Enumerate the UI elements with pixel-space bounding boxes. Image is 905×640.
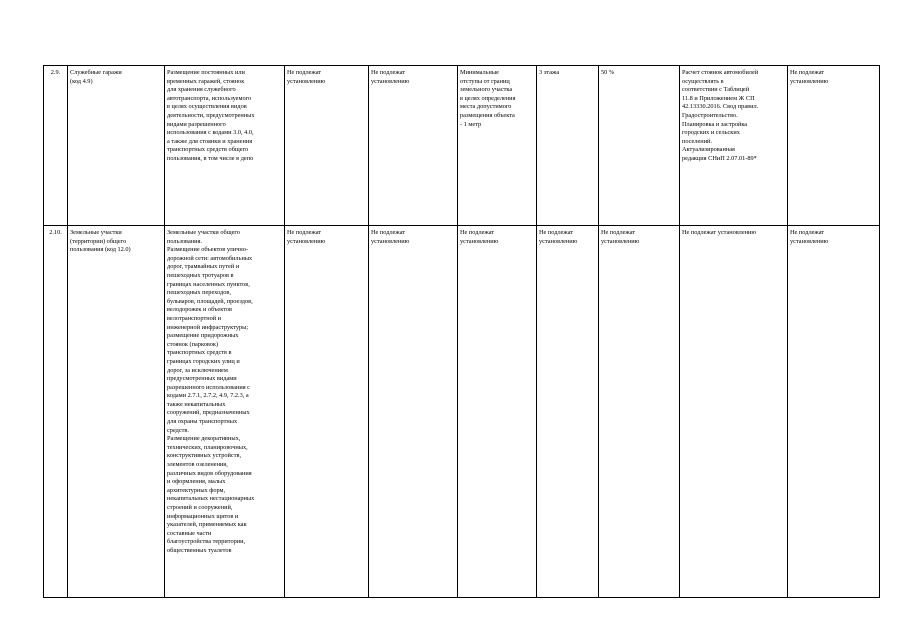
cell-text-line: общественных туалетов	[167, 546, 232, 554]
cell-text-line: временных гаражей, стоянок	[167, 77, 245, 85]
cell-text-line: пешеходных переходов,	[167, 289, 231, 297]
table-row	[44, 226, 880, 598]
row-number-cell: 2.9.	[44, 66, 68, 226]
cell-text-line: Земельные участки общего	[167, 229, 240, 236]
cell-text-line: велотранспортной и	[167, 314, 222, 322]
cell-text-line: благоустройства территории,	[167, 538, 246, 546]
cell-text-line: строений и сооружений,	[167, 504, 233, 511]
cell-text-line: Планировка и застройка	[682, 120, 748, 128]
use-description-cell	[165, 66, 285, 226]
table-row	[44, 66, 880, 226]
cell-text-line: деятельности, предусмотренных	[167, 111, 255, 119]
cell-text-line: кодами 2.7.1, 2.7.2, 4.9, 7.2.3, а	[167, 392, 249, 400]
parameter-cell	[285, 66, 369, 226]
cell-text-line: Расчет стоянок автомобилей	[682, 69, 759, 76]
cell-text-line: информационных щитов и	[167, 512, 239, 520]
cell-text-line: редакция СНиП 2.07.01-89*	[682, 154, 757, 162]
cell-text-line: некапитальных нестационарных	[167, 495, 255, 503]
cell-text-line: Размещение объектов улично-	[167, 246, 248, 254]
cell-text-line: дорожной сети: автомобильных	[167, 254, 253, 262]
cell-text-line: 42.13330.2016. Свод правил.	[682, 103, 759, 111]
cell-text-line: предусмотренных видами	[167, 375, 237, 383]
coverage-percent-cell	[599, 66, 680, 226]
cell-text-line: границах населенных пунктов,	[167, 280, 250, 288]
cell-text-line: Размещение постоянных или	[167, 69, 245, 76]
cell-text-line: средств.	[167, 426, 189, 434]
cell-text-line: Не подлежат	[790, 69, 825, 76]
cell-text-line: 11.8 и Приложением Ж СП	[682, 94, 755, 102]
cell-text-line: бульваров, площадей, проездов,	[167, 297, 253, 305]
cell-text-line: (код 4.9)	[70, 77, 93, 85]
parameter-cell	[285, 226, 369, 598]
cell-text-line: установлению	[287, 77, 326, 85]
cell-text-line: Не подлежат	[601, 229, 636, 236]
cell-text-line: установлению	[371, 237, 410, 245]
cell-text-line: отступы от границ	[460, 77, 510, 85]
cell-text-line: инженерной инфраструктуры;	[167, 323, 249, 331]
cell-text-line: и оформления, малых	[167, 478, 226, 486]
zoning-regulations-table	[43, 65, 880, 598]
cell-text-line: Минимальные	[460, 69, 499, 76]
cell-text-line: Не подлежат установлению	[682, 229, 757, 236]
cell-text-line: Градостроительство.	[682, 111, 738, 119]
cell-text-line: транспортных средств в	[167, 349, 232, 357]
cell-text-line: Не подлежат	[371, 69, 406, 76]
cell-text-line: а также для стоянки и хранения	[167, 137, 253, 145]
cell-text-line: в целях осуществления видов	[167, 103, 247, 111]
use-description-cell	[165, 226, 285, 598]
cell-text-line: размещение придорожных	[167, 332, 239, 340]
cell-text-line: Актуализированная	[682, 146, 735, 154]
cell-text-line: Размещение декоративных,	[167, 435, 241, 443]
cell-text-line: составные части	[167, 529, 212, 537]
cell-text-line: установлению	[287, 237, 326, 245]
cell-text-line: также некапитальных	[167, 400, 226, 408]
parking-calc-cell	[680, 66, 788, 226]
max-floors-cell	[537, 66, 599, 226]
use-name-cell	[68, 226, 165, 598]
cell-text-line: стоянок (парковок)	[167, 340, 219, 348]
parking-calc-cell	[680, 226, 788, 598]
cell-text-line: конструктивных устройств,	[167, 452, 242, 460]
cell-text-line: архитектурных форм,	[167, 486, 226, 494]
cell-text-line: Не подлежат	[790, 229, 825, 236]
cell-text-line: дорог, трамвайных путей и	[167, 263, 240, 271]
cell-text-line: установлению	[460, 237, 499, 245]
cell-text-line: границах городских улиц и	[167, 357, 240, 365]
cell-text-line: установлению	[790, 237, 829, 245]
cell-text-line: использования с кодами 3.0, 4.0,	[167, 129, 254, 137]
cell-text-line: - 1 метр	[460, 120, 482, 128]
cell-text-line: различных видов оборудования	[167, 469, 252, 477]
setback-cell	[458, 226, 537, 598]
cell-text-line: (территории) общего	[70, 237, 127, 245]
cell-text-line: пользования.	[167, 237, 202, 245]
cell-text-line: размещения объекта	[460, 111, 515, 119]
cell-text-line: указателей, применяемых как	[167, 521, 247, 529]
cell-text-line: земельного участка	[460, 86, 513, 94]
cell-text-line: разрешенного использования с	[167, 383, 250, 391]
cell-text-line: Земельные участки	[70, 229, 122, 236]
cell-text-line: технических, планировочных,	[167, 443, 248, 451]
cell-text-line: для охраны транспортных	[167, 418, 238, 426]
cell-text-line: транспортных средств общего	[167, 146, 249, 154]
cell-text-line: автотранспорта, используемого	[167, 94, 252, 102]
use-name-cell	[68, 66, 165, 226]
coverage-percent-cell	[599, 226, 680, 598]
cell-text-line: видами разрешенного	[167, 120, 226, 128]
row-number-cell: 2.10.	[44, 226, 68, 598]
parameter-cell	[788, 66, 880, 226]
parameter-cell	[369, 226, 458, 598]
cell-text-line: пользования, в том числе в депо	[167, 154, 254, 162]
parameter-cell	[788, 226, 880, 598]
cell-text-line: Не подлежат	[460, 229, 495, 236]
cell-text-line: Не подлежат	[371, 229, 406, 236]
cell-text-line: осуществлять в	[682, 77, 724, 85]
cell-text-line: соответствии с Таблицей	[682, 86, 750, 94]
cell-text-line: установлению	[539, 237, 578, 245]
cell-text-line: для хранения служебного	[167, 86, 236, 94]
cell-text-line: места допустимого	[460, 103, 512, 111]
cell-text-line: 50 %	[601, 69, 615, 76]
cell-text-line: Не подлежат	[287, 69, 322, 76]
cell-text-line: установлению	[601, 237, 640, 245]
cell-text-line: Служебные гаражи	[70, 69, 122, 76]
cell-text-line: установлению	[790, 77, 829, 85]
setback-cell	[458, 66, 537, 226]
cell-text-line: Не подлежат	[287, 229, 322, 236]
max-floors-cell	[537, 226, 599, 598]
cell-text-line: поселений.	[682, 137, 712, 145]
cell-text-line: пользования (код 12.0)	[70, 246, 131, 254]
parameter-cell	[369, 66, 458, 226]
cell-text-line: 3 этажа	[539, 69, 560, 76]
cell-text-line: пешеходных тротуаров в	[167, 271, 234, 279]
cell-text-line: сооружений, предназначенных	[167, 409, 250, 417]
cell-text-line: дорог, за исключением	[167, 366, 228, 374]
cell-text-line: в целях определения	[460, 94, 516, 102]
cell-text-line: городских и сельских	[682, 129, 740, 137]
cell-text-line: велодорожек и объектов	[167, 306, 232, 314]
cell-text-line: элементов озеленения,	[167, 461, 228, 469]
cell-text-line: установлению	[371, 77, 410, 85]
cell-text-line: Не подлежат	[539, 229, 574, 236]
